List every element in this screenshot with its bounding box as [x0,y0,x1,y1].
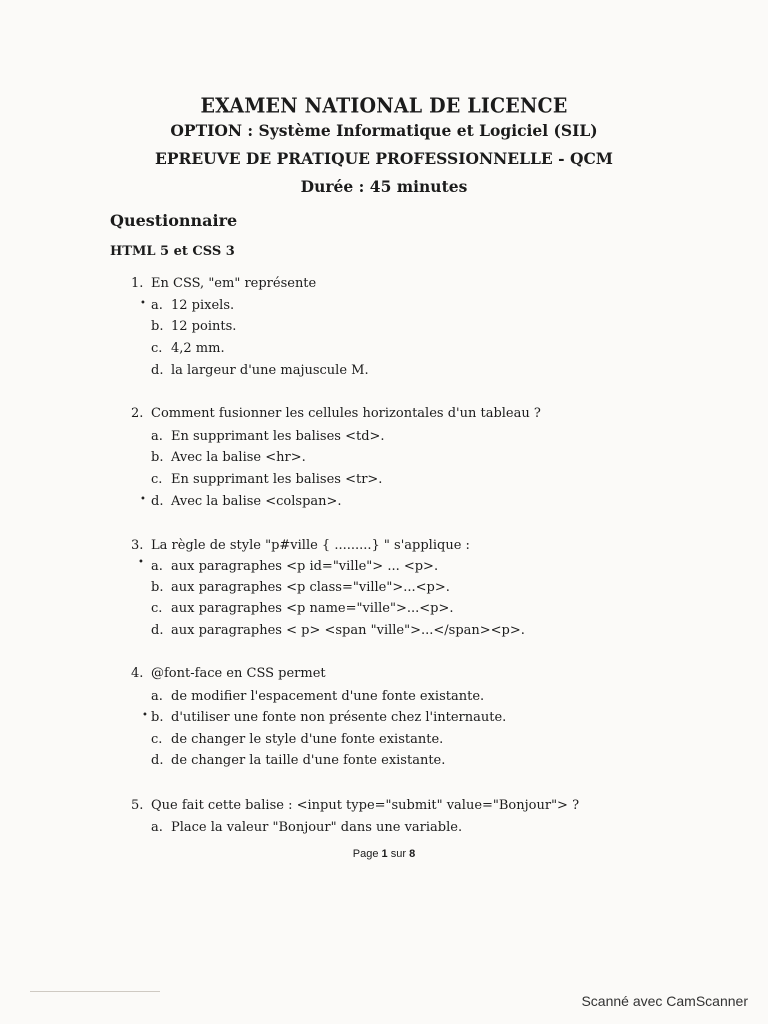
question-number: 2. [131,406,144,421]
exam-epreuve: EPREUVE DE PRATIQUE PROFESSIONNELLE - QCM [155,149,613,168]
section-title: Questionnaire [110,211,238,230]
question-text: Comment fusionner les cellules horizontales d'un tableau ? [151,406,541,421]
question-text: En CSS, "em" représente [151,276,317,291]
camscanner-watermark: Scanné avec CamScanner [581,993,748,1009]
option-3d: d. aux paragraphes < p> <span "ville">...</span><p>. [151,623,525,638]
question-1 [131,276,316,291]
question-text: Que fait cette balise : <input type="submit" value="Bonjour"> ? [151,798,580,813]
answer-mark-icon: • [140,298,146,309]
question-text: La règle de style "p#ville { .........} " s'applique : [151,538,470,553]
option-1d: d. la largeur d'une majuscule M. [151,363,369,378]
page-number: Page 1 sur 8 [352,848,416,860]
answer-mark-icon: • [142,710,148,721]
option-2c: c. En supprimant les balises <tr>. [151,472,383,487]
question-2 [131,406,541,421]
answer-mark-icon: • [140,494,146,505]
option-5a: a. Place la valeur "Bonjour" dans une variable. [151,820,463,835]
exam-title: EXAMEN NATIONAL DE LICENCE [200,94,568,118]
option-4c: c. de changer le style d'une fonte existante. [151,732,444,747]
option-4a: a. de modifier l'espacement d'une fonte existante. [151,689,485,704]
option-3c: c. aux paragraphes <p name="ville">...<p>. [151,601,454,616]
exam-option: OPTION : Système Informatique et Logiciel (SIL) [170,121,598,140]
option-2d: d. Avec la balise <colspan>. [151,494,342,509]
option-1b: b. 12 points. [151,319,237,334]
scan-artifact-line [30,991,160,992]
option-4d: d. de changer la taille d'une fonte existante. [151,753,446,768]
answer-mark-icon: • [138,557,144,568]
option-3a: a. aux paragraphes <p id="ville"> ... <p>. [151,559,439,574]
question-text: @font-face en CSS permet [151,666,326,681]
subsection-title: HTML 5 et CSS 3 [110,244,235,259]
exam-duration: Durée : 45 minutes [300,177,468,196]
option-1c: c. 4,2 mm. [151,341,225,356]
option-1a: a. 12 pixels. [151,298,235,313]
question-number: 1. [131,276,144,291]
option-2b: b. Avec la balise <hr>. [151,450,306,465]
option-3b: b. aux paragraphes <p class="ville">...<p>. [151,580,450,595]
option-2a: a. En supprimant les balises <td>. [151,429,385,444]
question-number: 5. [131,798,144,813]
question-number: 3. [131,538,144,553]
question-number: 4. [131,666,144,681]
question-3 [131,538,470,553]
option-4b: b. d'utiliser une fonte non présente chez l'internaute. [151,710,507,725]
question-5 [131,798,579,813]
question-4 [131,666,326,681]
